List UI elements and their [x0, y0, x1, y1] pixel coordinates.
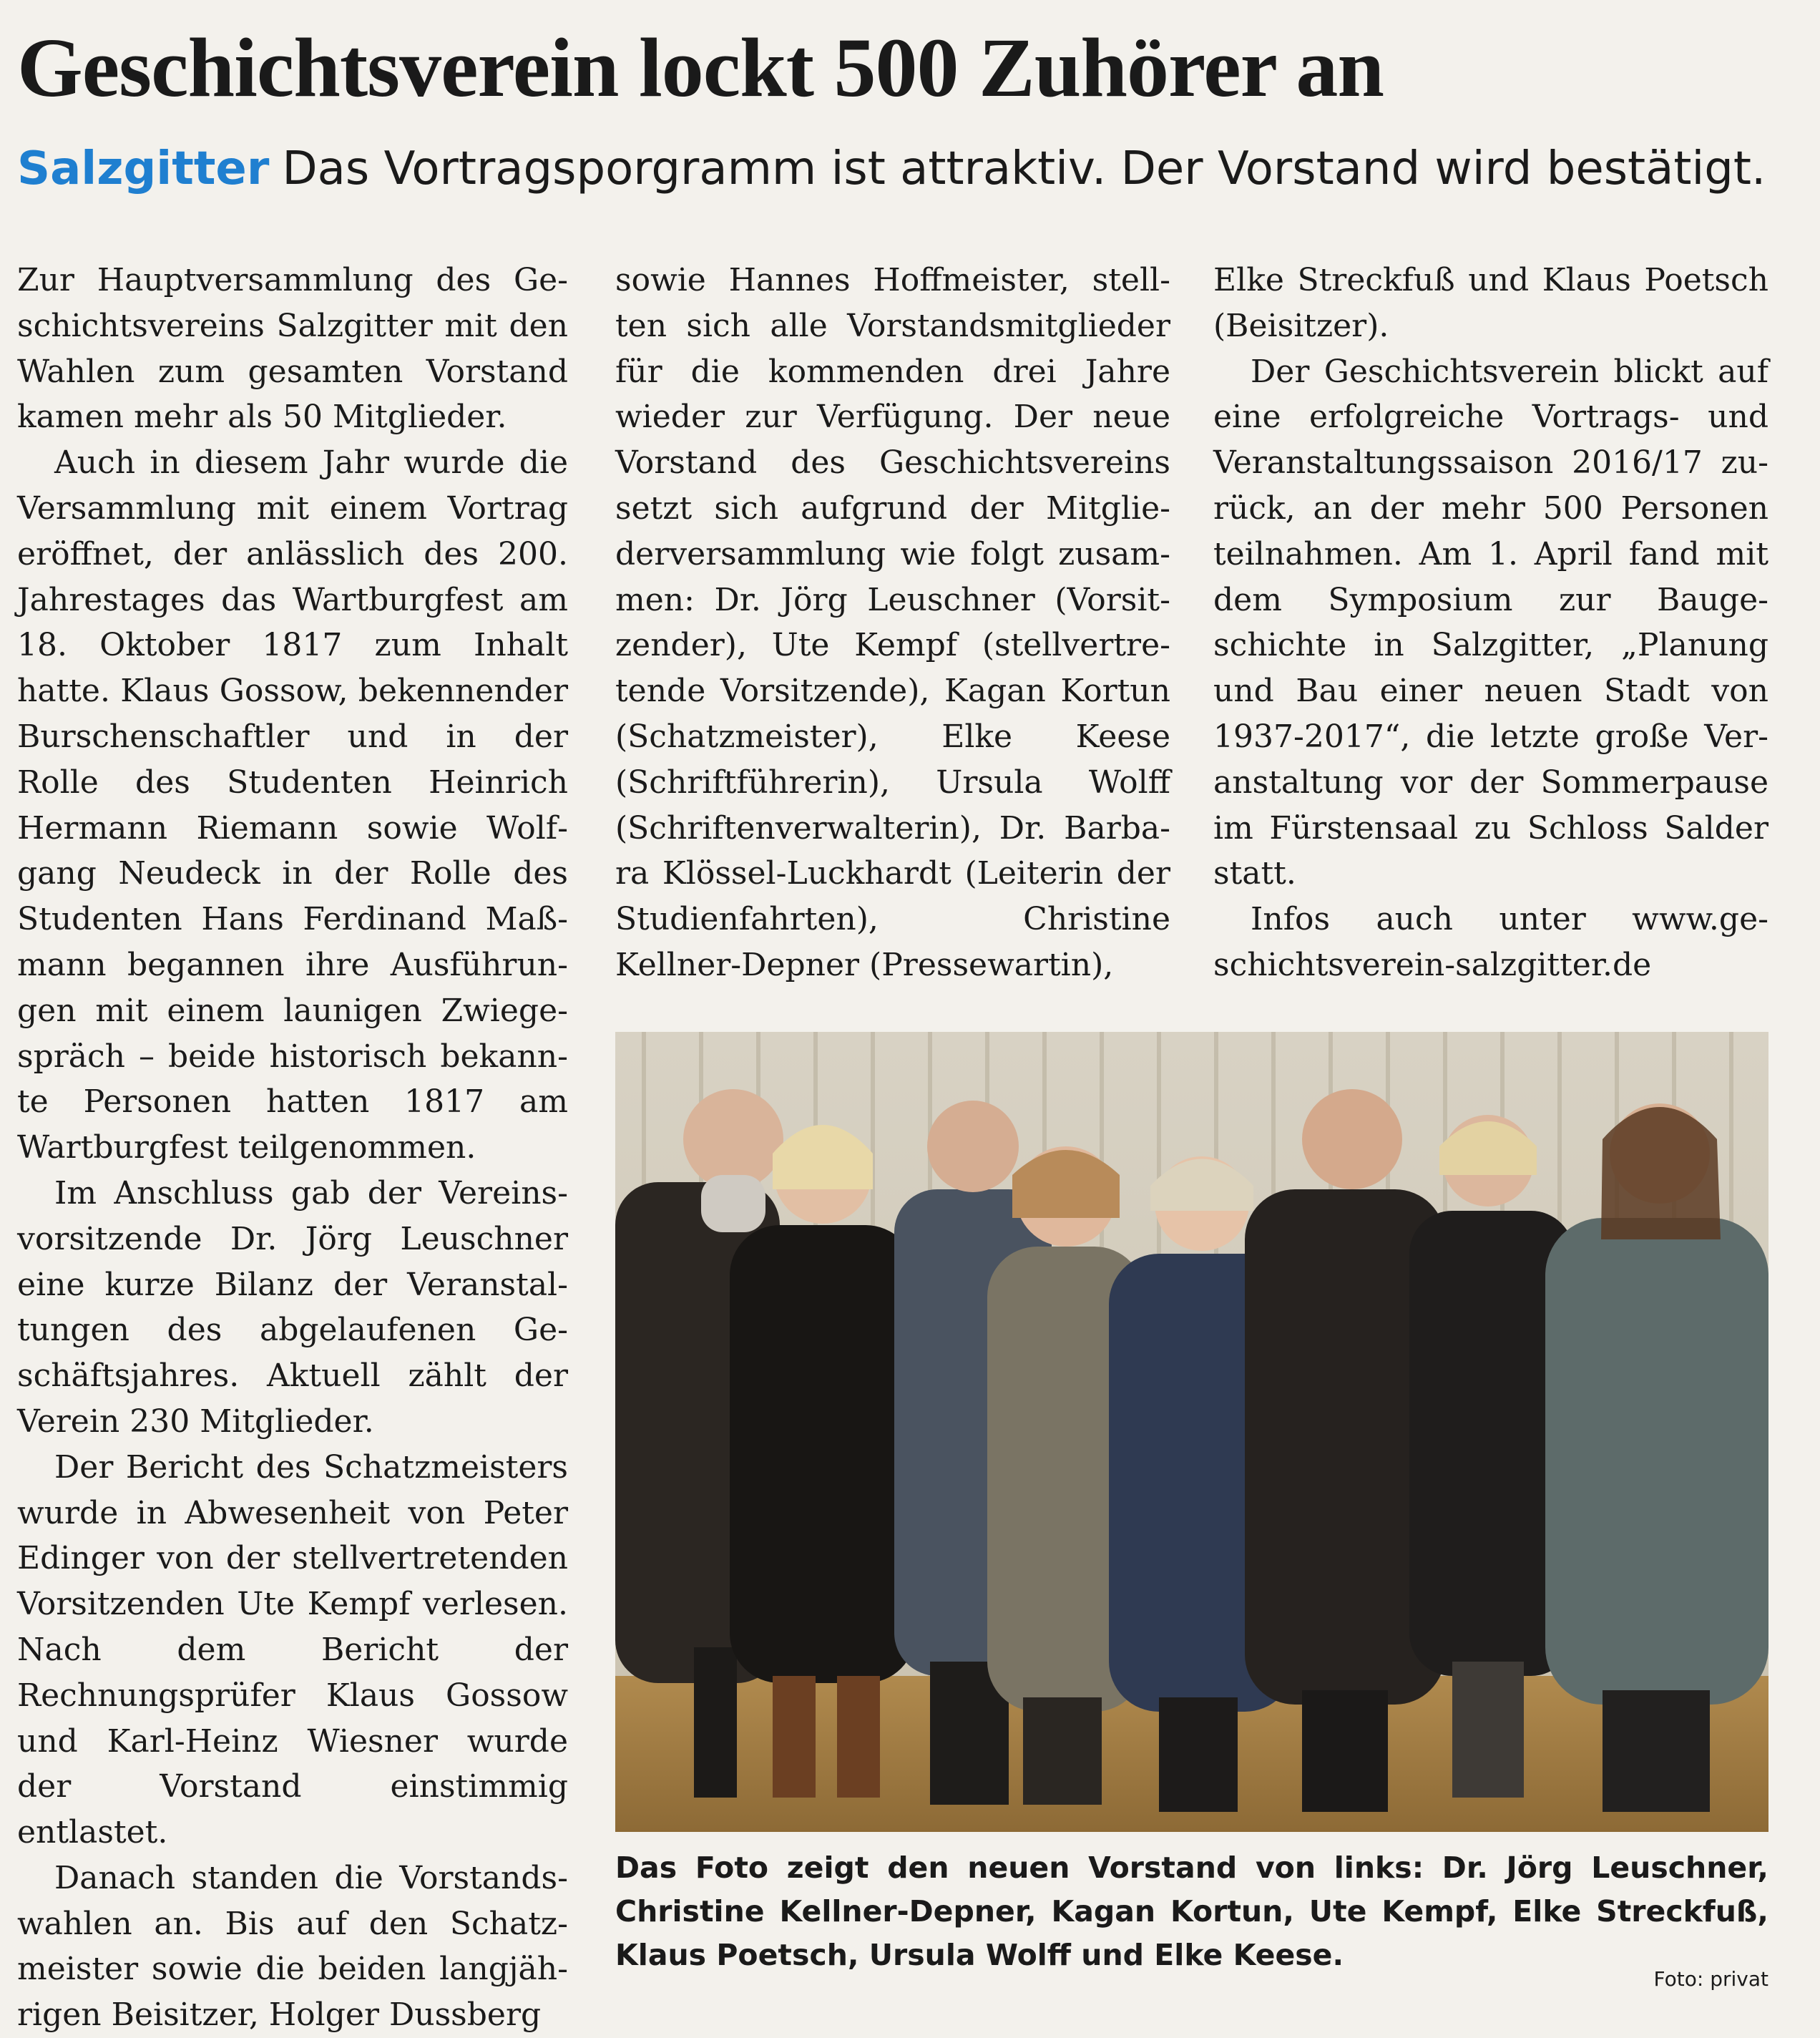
article-paragraph: Auch in diesem Jahr wurde die Versammlung mit einem Vortrag eröffnet, der anlässlich des 200. Jahrestages das Wartburgfest am 18. Oktober 1817 zum Inhalt hatte. Klaus Gossow, bekennender Burschenschaftler und in der Rolle des Studenten Heinrich Hermann Riemann sowie Wolfgang Neudeck in der Rolle des Studenten Hans Ferdinand Maßmann begannen ihre Ausführungen mit einem launigen Zwiegespräch – beide historisch bekannte Personen hatten 1817 am Wartburgfest teilgenommen.: [17, 444, 568, 1166]
article-paragraph: Infos auch unter www.geschichtsverein-salzgitter.de: [1213, 901, 1768, 983]
article-paragraph: sowie Hannes Hoffmeister, stellten sich alle Vorstandsmitglieder für die kommenden drei Jahre wieder zur Verfügung. Der neue Vorstand des Geschichtsvereins setzt sich aufgrund der Mitgliederversammlung wie folgt zusammen: Dr. Jörg Leuschner (Vorsitzender), Ute Kempf (stellvertretende Vorsitzende), Kagan Kortun (Schatzmeister), Elke Keese (Schriftführerin), Ursula Wolff (Schriftenverwalterin), Dr. Barbara Klössel-Luckhardt (Leiterin der Studienfahrten), Christine Kellner-Depner (Pressewartin),: [615, 262, 1170, 983]
article-paragraph: Der Geschichtsverein blickt auf eine erfolgreiche Vortrags- und Veranstaltungssaison 2016/17 zurück, an der mehr 500 Personen teilnahmen. Am 1. April fand mit dem Symposium zur Baugeschichte in Salzgitter, „Planung und Bau einer neuen Stadt von 1937-2017“, die letzte große Veranstaltung vor der Sommerpause im Fürstensaal zu Schloss Salder statt.: [1213, 353, 1768, 892]
group-photo-illustration: [615, 1032, 1768, 1832]
photo-caption: Das Foto zeigt den neuen Vorstand von links: Dr. Jörg Leuschner, Christine Kellner-Depner, Kagan Kortun, Ute Kempf, Elke Streckfuß, Klaus Poetsch, Ursula Wolff und Elke Keese.: [615, 1851, 1768, 1972]
article-column-3: [1213, 258, 1768, 988]
article-column-2: [615, 258, 1170, 988]
article-paragraph: Zur Hauptversammlung des Geschichtsvereins Salzgitter mit den Wahlen zum gesamten Vorstand kamen mehr als 50 Mitglieder.: [17, 262, 568, 436]
headline: Geschichtsverein lockt 500 Zuhörer an: [17, 21, 1384, 114]
group-photo: [615, 1032, 1768, 1832]
location-kicker: Salzgitter: [17, 142, 270, 195]
article-paragraph: Im Anschluss gab der Vereinsvorsitzende Dr. Jörg Leuschner eine kurze Bilanz der Veranstaltungen des abgelaufenen Geschäftsjahres. Aktuell zählt der Verein 230 Mitglieder.: [17, 1174, 568, 1440]
subline: [17, 140, 1806, 198]
subline-text: Das Vortragsporgramm ist attraktiv. Der Vorstand wird bestätigt.: [282, 142, 1766, 195]
article-paragraph: Der Bericht des Schatzmeisters wurde in Abwesenheit von Peter Edinger von der stellvertretenden Vorsitzenden Ute Kempf verlesen. Nach dem Bericht der Rechnungsprüfer Klaus Gossow und Karl-Heinz Wiesner wurde der Vorstand einstimmig entlastet.: [17, 1448, 568, 1851]
article-paragraph: Danach standen die Vorstandswahlen an. Bis auf den Schatzmeister sowie die beiden langjährigen Beisitzer, Holger Dussberg: [17, 1859, 568, 2034]
article-column-1: [17, 258, 568, 2038]
article-paragraph: Elke Streckfuß und Klaus Poetsch (Beisitzer).: [1213, 262, 1768, 344]
photo-credit: Foto: privat: [1653, 1967, 1768, 1991]
